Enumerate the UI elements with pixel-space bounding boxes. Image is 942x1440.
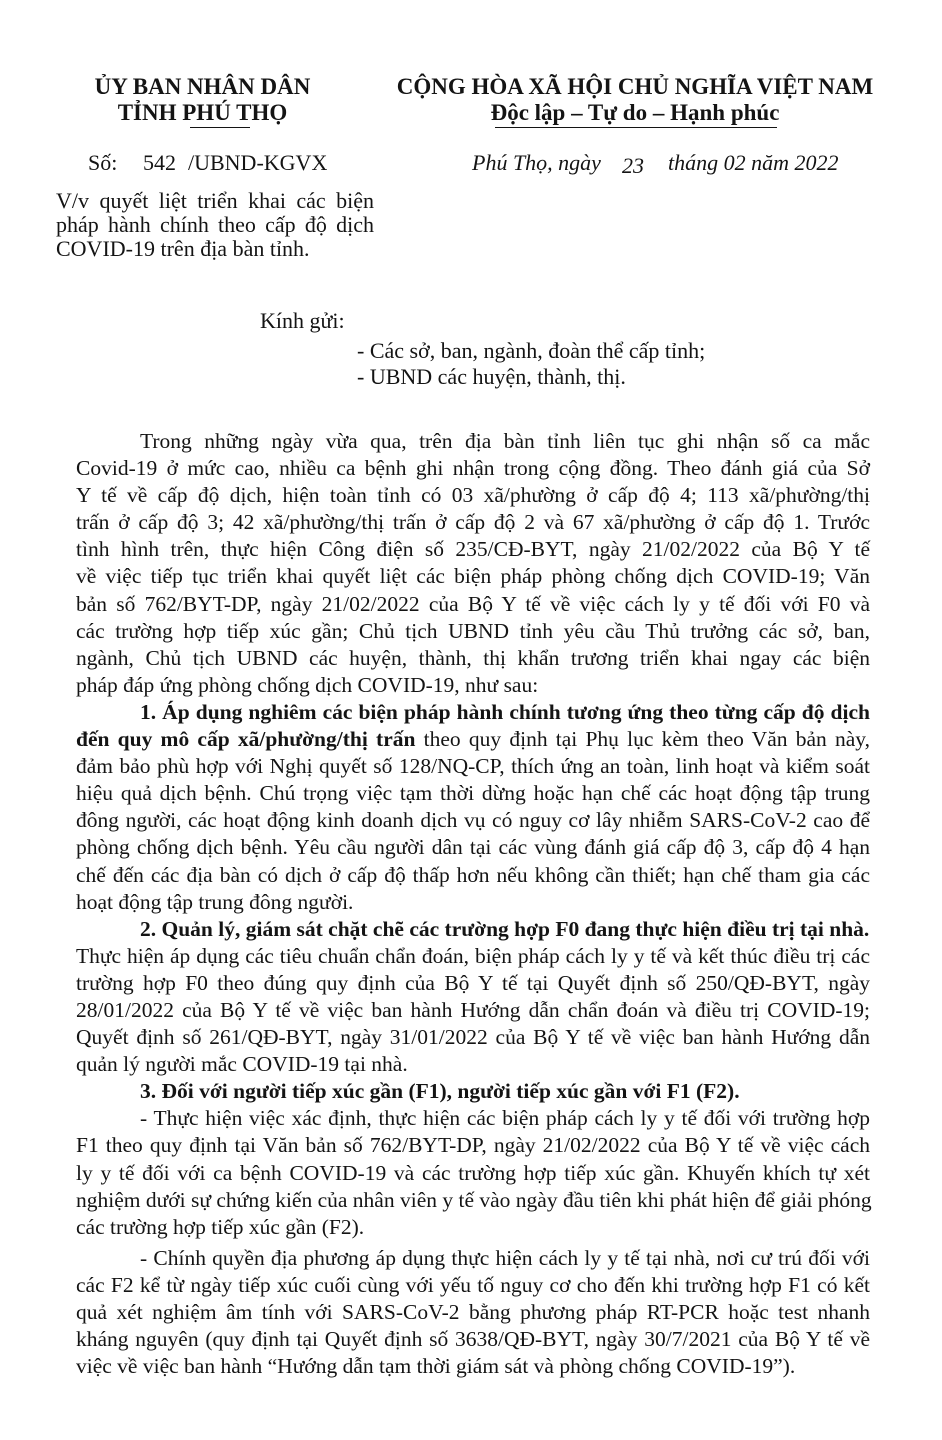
- section3-para2-line: - Chính quyền địa phương áp dụng thực hiện cách ly y tế tại nhà, nơi cư trú đối với: [140, 1245, 870, 1270]
- section2-heading: 2. Quản lý, giám sát chặt chẽ các trường hợp F0 đang thực hiện điều trị tại nhà.: [140, 916, 870, 941]
- issuing-province: TỈNH PHÚ THỌ: [117, 100, 288, 125]
- section1-heading-rest: theo quy định tại Phụ lục kèm theo Văn bản này,: [415, 727, 870, 752]
- intro-line: ngành, Chủ tịch UBND các huyện, thành, thị khẩn trương triển khai ngay các biện: [76, 645, 870, 670]
- recipient-item: - UBND các huyện, thành, thị.: [357, 364, 626, 389]
- section3-para1-line: - Thực hiện việc xác định, thực hiện các biện pháp cách ly y tế đối với trường hợp: [140, 1106, 870, 1131]
- section3-para2-line: kháng nguyên (quy định tại Quyết định số 3638/QĐ-BYT, ngày 30/7/2021 của Bộ Y tế về: [76, 1327, 870, 1352]
- subject-line: COVID-19 trên địa bàn tỉnh.: [56, 236, 310, 261]
- section1-heading-line2: [76, 726, 870, 753]
- section2-line: 28/01/2022 của Bộ Y tế về việc ban hành Hướng dẫn chẩn đoán và điều trị COVID-19;: [76, 997, 870, 1022]
- subject-line: V/v quyết liệt triển khai các biện: [56, 188, 374, 213]
- national-title: CỘNG HÒA XÃ HỘI CHỦ NGHĨA VIỆT NAM: [396, 74, 874, 99]
- intro-line: pháp đáp ứng phòng chống dịch COVID-19, như sau:: [76, 672, 539, 697]
- motto-underline: [495, 127, 777, 128]
- recipient-item: - Các sở, ban, ngành, đoàn thể cấp tỉnh;: [357, 338, 706, 363]
- recipients-greeting: Kính gửi:: [260, 308, 345, 333]
- section1-heading-bold: đến quy mô cấp xã/phường/thị trấn: [76, 727, 416, 752]
- section2-line: Quyết định số 261/QĐ-BYT, ngày 31/01/2022 của Bộ Y tế về việc ban hành Hướng dẫn: [76, 1025, 870, 1050]
- section3-para1-line: nghiệm dưới sự chứng kiến của nhân viên y tế vào ngày đầu tiên khi phát hiện để giải phóng: [76, 1187, 872, 1212]
- section3-para2-line: việc về việc ban hành “Hướng dẫn tạm thời giám sát và phòng chống COVID-19”).: [76, 1354, 796, 1379]
- subject-line: pháp hành chính theo cấp độ dịch: [56, 212, 374, 237]
- section2-line: Thực hiện áp dụng các tiêu chuẩn chẩn đoán, biện pháp cách ly y tế và kết thúc điều trị các: [76, 943, 870, 968]
- section1-line: hiệu quả dịch bệnh. Chú trọng việc tạm thời dừng hoặc hạn chế các hoạt động tập trung: [76, 781, 870, 806]
- section3-heading: 3. Đối với người tiếp xúc gần (F1), người tiếp xúc gần với F1 (F2).: [140, 1079, 740, 1104]
- section3-para2-line: quả xét nghiệm âm tính với SARS-CoV-2 bằng phương pháp RT-PCR hoặc test nhanh: [76, 1300, 870, 1324]
- section3-para1-line: F1 theo quy định tại Văn bản số 762/BYT-DP, ngày 21/02/2022 của Bộ Y tế về việc cách: [76, 1133, 870, 1158]
- date-day: 23: [622, 153, 644, 178]
- section1-line: phòng chống dịch bệnh. Yêu cầu người dân tại các vùng đánh giá cấp độ 3, cấp độ 4 hạn: [76, 835, 870, 860]
- authority-underline: [190, 127, 250, 128]
- issuing-authority: ỦY BAN NHÂN DÂN: [94, 74, 311, 99]
- section3-para1-line: các trường hợp tiếp xúc gần (F2).: [76, 1214, 365, 1239]
- intro-line: Covid-19 ở mức cao, nhiều ca bệnh ghi nhận trong cộng đồng. Theo đánh giá của Sở: [76, 456, 870, 481]
- national-motto: Độc lập – Tự do – Hạnh phúc: [490, 100, 780, 125]
- intro-line: về việc tiếp tục triển khai quyết liệt các biện pháp phòng chống dịch COVID-19; Văn: [76, 564, 870, 589]
- document-body: [76, 428, 870, 1380]
- intro-line: các trường hợp tiếp xúc gần; Chủ tịch UBND tỉnh yêu cầu Thủ trưởng các sở, ban,: [76, 618, 870, 643]
- section1-heading: 1. Áp dụng nghiêm các biện pháp hành chính tương ứng theo từng cấp độ dịch: [140, 699, 870, 724]
- doc-number: 542: [143, 150, 176, 175]
- intro-line: bản số 762/BYT-DP, ngày 21/02/2022 của Bộ Y tế về việc cách ly y tế đối với F0 và: [76, 591, 870, 616]
- section1-line: đông người, các hoạt động kinh doanh dịch vụ có nguy cơ lây nhiễm SARS-CoV-2 cao để: [76, 808, 870, 833]
- section2-line: quản lý người mắc COVID-19 tại nhà.: [76, 1052, 408, 1077]
- doc-number-label: Số:: [88, 150, 118, 175]
- doc-number-code: /UBND-KGVX: [188, 150, 328, 175]
- section2-line: trường hợp F0 theo đúng quy định của Bộ Y tế tại Quyết định số 250/QĐ-BYT, ngày: [76, 970, 870, 995]
- intro-line: Trong những ngày vừa qua, trên địa bàn tỉnh liên tục ghi nhận số ca mắc: [140, 429, 870, 453]
- section1-line: hoạt động tập trung đông người.: [76, 889, 354, 914]
- section1-line: đảm bảo phù hợp với Nghị quyết số 128/NQ-CP, thích ứng an toàn, linh hoạt và kiểm soát: [76, 754, 870, 779]
- intro-line: tình hình trên, thực hiện Công điện số 235/CĐ-BYT, ngày 21/02/2022 của Bộ Y tế: [76, 537, 870, 562]
- intro-line: Y tế về cấp độ dịch, hiện toàn tỉnh có 03 xã/phường ở cấp độ 4; 113 xã/phường/thị: [76, 483, 870, 508]
- date-month-year: tháng 02 năm 2022: [668, 150, 839, 175]
- section3-para2-line: các F2 kể từ ngày tiếp xúc cuối cùng với yếu tố nguy cơ cho đến khi trường hợp F1 có kết: [76, 1272, 870, 1297]
- intro-line: trấn ở cấp độ 3; 42 xã/phường/thị trấn ở cấp độ 2 và 67 xã/phường ở cấp độ 1. Trước: [76, 510, 870, 535]
- section3-para1-line: ly y tế đối với ca bệnh COVID-19 và các trường hợp tiếp xúc gần. Khuyến khích tự xét: [76, 1160, 870, 1185]
- section1-line: chế đến các địa bàn có dịch ở cấp độ thấp hơn nếu không cần thiết; hạn chế tham gia các: [76, 862, 870, 887]
- date-prefix: Phú Thọ, ngày: [472, 150, 601, 175]
